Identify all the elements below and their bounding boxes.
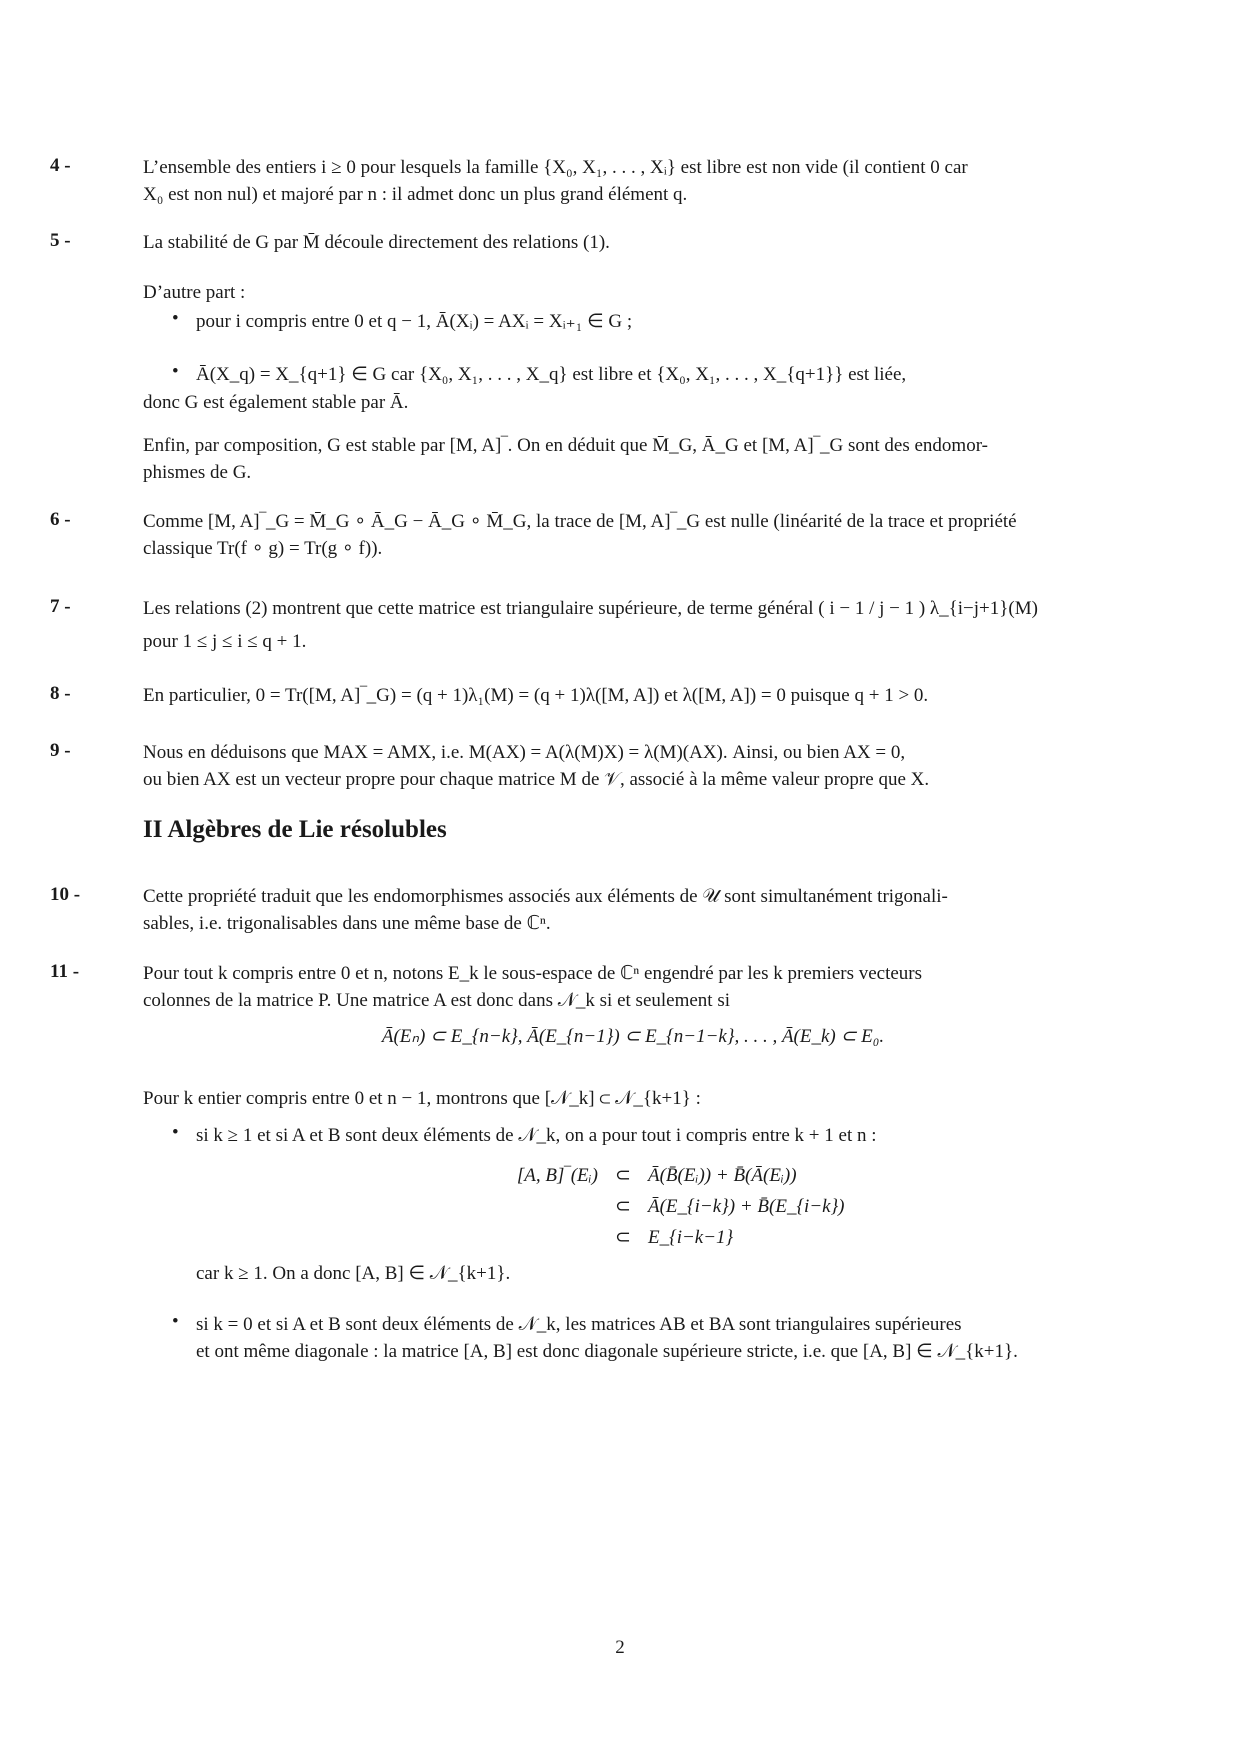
item-number-8: 8 -	[50, 683, 71, 704]
item-4-line-1: L’ensemble des entiers i ≥ 0 pour lesquels la famille {X₀, X₁, . . . , Xᵢ} est libre est non vide (il contient 0 car	[143, 157, 968, 178]
bullet-icon: •	[172, 1311, 179, 1332]
item-5-enfin	[143, 432, 1123, 486]
item-7-text	[143, 595, 1123, 655]
align-rel: ⊂	[615, 1196, 631, 1217]
item-9-text	[143, 739, 1123, 793]
bullet-icon: •	[172, 361, 179, 382]
item-11-bullet-1: si k ≥ 1 et si A et B sont deux éléments de 𝒩_k, on a pour tout i compris entre k + 1 et n :	[196, 1125, 877, 1146]
item-11-text	[143, 960, 1123, 1014]
align-rhs: Ā(B̄(Eᵢ)) + B̄(Ā(Eᵢ))	[648, 1165, 797, 1186]
item-number-11: 11 -	[50, 961, 80, 982]
item-11-pour: Pour k entier compris entre 0 et n − 1, montrons que [𝒩_k] ⊂ 𝒩_{k+1} :	[143, 1088, 701, 1109]
item-11-car: car k ≥ 1. On a donc [A, B] ∈ 𝒩_{k+1}.	[196, 1263, 511, 1284]
item-5-enfin-line-2: phismes de G.	[143, 462, 252, 483]
item-number-6: 6 -	[50, 509, 71, 530]
section-title: II Algèbres de Lie résolubles	[143, 816, 447, 843]
item-5-after: donc G est également stable par Ā.	[143, 392, 409, 413]
align-row	[470, 1164, 845, 1195]
item-11-line-1: Pour tout k compris entre 0 et n, notons E_k le sous-espace de ℂⁿ engendré par les k premiers vecteurs	[143, 963, 923, 984]
align-row	[470, 1226, 845, 1257]
item-8-text: En particulier, 0 = Tr([M, A]‾_G) = (q + 1)λ₁(M) = (q + 1)λ([M, A]) et λ([M, A]) = 0 puisque q + 1 > 0.	[143, 685, 929, 706]
item-10-line-1: Cette propriété traduit que les endomorphismes associés aux éléments de 𝒰 sont simultanément trigonali-	[143, 886, 948, 907]
bullet-icon: •	[172, 1122, 179, 1143]
item-7-line-1: Les relations (2) montrent que cette matrice est triangulaire supérieure, de terme général ( i − 1 / j − 1 ) λ_{i−j+1}(M)	[143, 598, 1038, 619]
item-4-text	[143, 154, 1123, 208]
subset-alignment	[470, 1164, 845, 1257]
item-number-5: 5 -	[50, 230, 71, 251]
align-rel: ⊂	[615, 1227, 631, 1248]
item-5-enfin-line-1: Enfin, par composition, G est stable par [M, A]‾. On en déduit que M̄_G, Ā_G et [M, A]‾_G sont des endomor-	[143, 435, 988, 456]
item-4-line-2: X₀ est non nul) et majoré par n : il admet donc un plus grand élément q.	[143, 184, 688, 205]
item-10-text	[143, 883, 1123, 937]
item-11-bullet-2	[196, 1311, 1126, 1365]
item-11-bullet-2-line-1: si k = 0 et si A et B sont deux éléments de 𝒩_k, les matrices AB et BA sont triangulaires supérieures	[196, 1314, 962, 1335]
item-7-line-2: pour 1 ≤ j ≤ i ≤ q + 1.	[143, 631, 307, 652]
item-6-line-1: Comme [M, A]‾_G = M̄_G ∘ Ā_G − Ā_G ∘ M̄_G, la trace de [M, A]‾_G est nulle (linéarité de la trace et propriété	[143, 511, 1017, 532]
item-number-9: 9 -	[50, 740, 71, 761]
item-number-7: 7 -	[50, 596, 71, 617]
item-11-bullet-2-line-2: et ont même diagonale : la matrice [A, B] est donc diagonale supérieure stricte, i.e. que [A, B] ∈ 𝒩_{k+1}.	[196, 1341, 1018, 1362]
item-number-4: 4 -	[50, 155, 71, 176]
align-row	[470, 1195, 845, 1226]
item-number-10: 10 -	[50, 884, 81, 905]
align-rel: ⊂	[615, 1165, 631, 1186]
align-lhs: [A, B]‾(Eᵢ)	[516, 1165, 598, 1186]
item-11-equation: Ā(Eₙ) ⊂ E_{n−k}, Ā(E_{n−1}) ⊂ E_{n−1−k}, . . . , Ā(E_k) ⊂ E₀.	[381, 1026, 885, 1047]
item-5-bullet-1: pour i compris entre 0 et q − 1, Ā(Xᵢ) = AXᵢ = Xᵢ₊₁ ∈ G ;	[196, 311, 633, 332]
item-5-other: D’autre part :	[143, 282, 246, 303]
item-5-bullet-2: Ā(X_q) = X_{q+1} ∈ G car {X₀, X₁, . . . , X_q} est libre et {X₀, X₁, . . . , X_{q+1}} est liée,	[196, 364, 907, 385]
item-6-text	[143, 508, 1123, 562]
item-9-line-1: Nous en déduisons que MAX = AMX, i.e. M(AX) = A(λ(M)X) = λ(M)(AX). Ainsi, ou bien AX = 0,	[143, 742, 906, 763]
item-9-line-2: ou bien AX est un vecteur propre pour chaque matrice M de 𝒱, associé à la même valeur propre que X.	[143, 769, 930, 790]
bullet-icon: •	[172, 308, 179, 329]
item-5-text: La stabilité de G par M̄ découle directement des relations (1).	[143, 232, 610, 253]
item-11-line-2: colonnes de la matrice P. Une matrice A est donc dans 𝒩_k si et seulement si	[143, 990, 731, 1011]
align-rhs: E_{i−k−1}	[648, 1227, 734, 1248]
item-6-line-2: classique Tr(f ∘ g) = Tr(g ∘ f)).	[143, 538, 383, 559]
page-number: 2	[615, 1637, 625, 1658]
align-rhs: Ā(E_{i−k}) + B̄(E_{i−k})	[648, 1196, 845, 1217]
item-10-line-2: sables, i.e. trigonalisables dans une même base de ℂⁿ.	[143, 913, 551, 934]
